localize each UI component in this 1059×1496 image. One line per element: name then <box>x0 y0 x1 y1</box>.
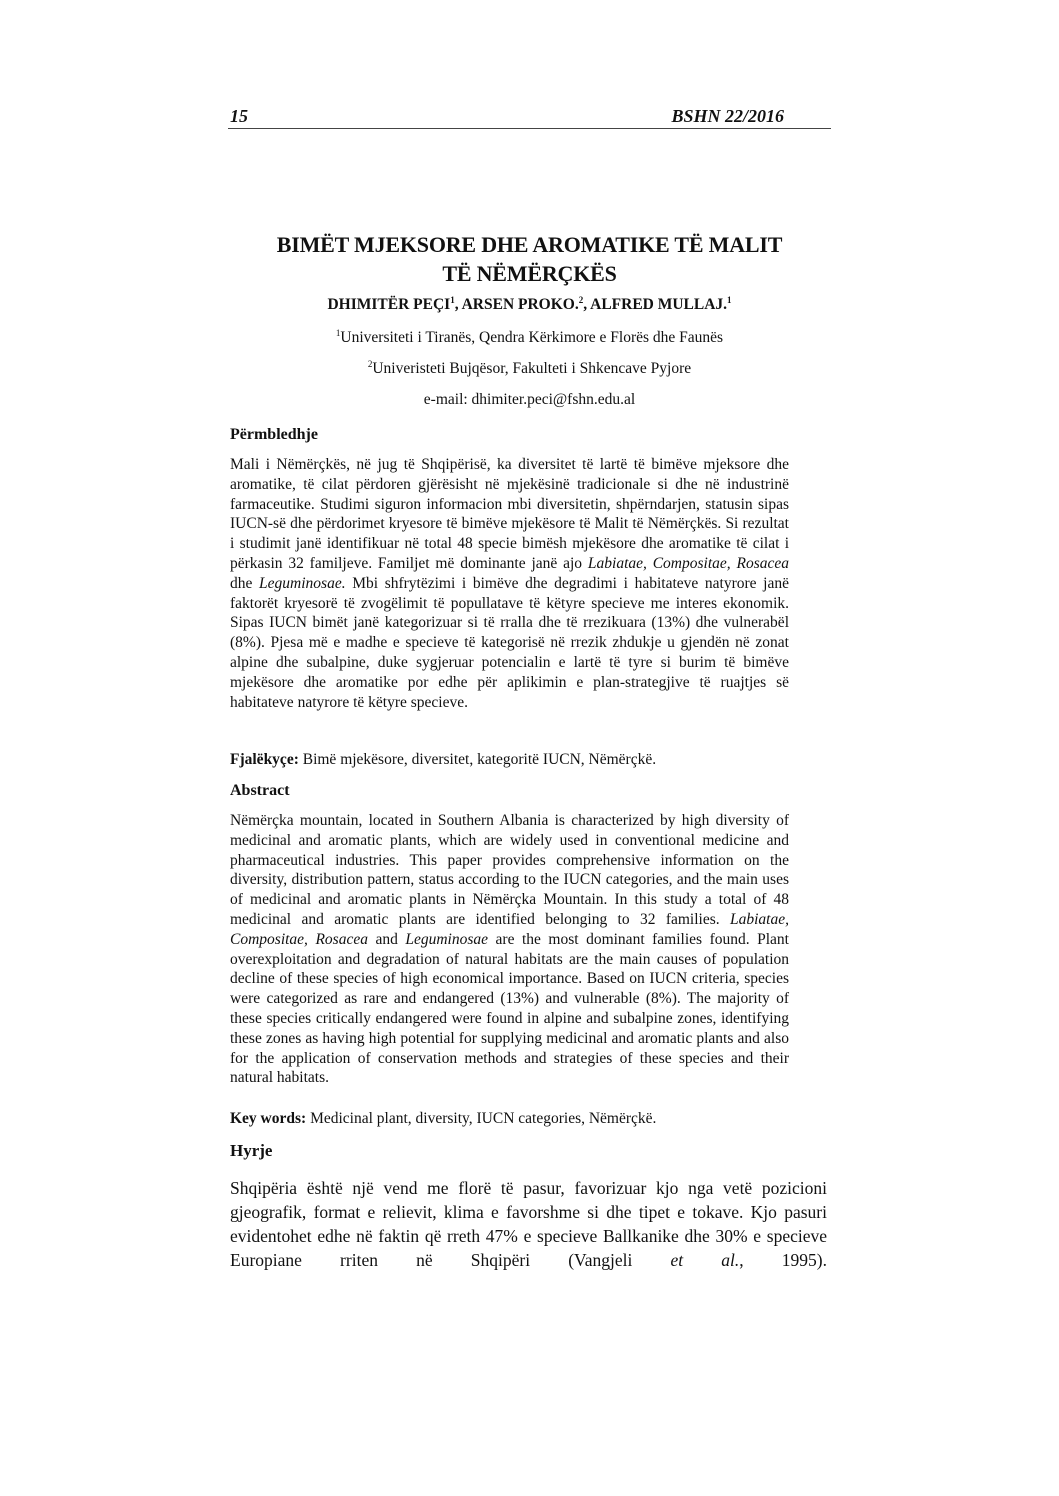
affiliation-1-marker: 1 <box>335 327 341 338</box>
affiliation-2-marker: 2 <box>367 358 373 369</box>
permbledhje-text-a: Mali i Nëmërçkës, në jug të Shqipërisë, ka diversitet të lartë të bimëve mjeksore dhe aromatike, të cilat përdoren gjërësisht në mjekësinë tradicionale si dhe në industrinë farmaceutike. Studimi siguron informacion mbi diversitetin, shpërndarjen, statusin sipas IUCN-së dhe përdorimet kryesore të bimëve mjekësore të Malit të Nëmërçkës. Si rezultat i studimit janë identifikuar në total 48 specie bimësh mjekësore dhe aromatike të cilat i përkasin 32 familjeve. Familjet më dominante janë ajo <box>230 456 789 572</box>
title-line-2: TË NËMËRÇKËS <box>442 261 617 286</box>
permbledhje-family-last: Leguminosae. <box>259 574 346 592</box>
permbledhje-families: Labiatae, Compositae, Rosacea <box>587 554 789 572</box>
abstract-text-a: Nëmërçka mountain, located in Southern Albania is characterized by high diversity of medicinal and aromatic plants, which are widely used in conventional medicine and pharmaceutical industries. This paper provides comprehensive information on the diversity, distribution pattern, status according to the IUCN categories, and the main uses of medicinal and aromatic plants in Nëmërçka Mountain. In this study a total of 48 medicinal and aromatic plants are identified belonging to 32 families. <box>230 812 789 928</box>
author-2: ARSEN PROKO. <box>461 296 579 313</box>
hyrje-text <box>230 1176 827 1272</box>
author-3: ALFRED MULLAJ. <box>590 296 728 313</box>
contact-email: e-mail: dhimiter.peci@fshn.edu.al <box>423 391 636 408</box>
author-list <box>228 296 831 314</box>
abstract-conjunction: and <box>367 930 406 948</box>
journal-issue: BSHN 22/2016 <box>671 106 784 126</box>
running-header <box>228 106 831 128</box>
hyrje-et-al: et al. <box>670 1250 740 1270</box>
hyrje-text-a: Shqipëria është një vend me florë të pasur, favorizuar kjo nga vetë pozicioni gjeografik, format e relievit, klima e favorshme si dhe tipet e tokave. Kjo pasuri evidentohet edhe në faktin që rreth 47% e specieve Ballkanike dhe 30% e specieve Europiane rriten në Shqipëri (Vangjeli <box>230 1178 827 1270</box>
keywords-line <box>230 1110 810 1128</box>
hyrje-heading: Hyrje <box>230 1141 273 1160</box>
affiliation-1 <box>228 329 831 347</box>
permbledhje-conjunction: dhe <box>230 574 260 592</box>
permbledhje-heading: Përmbledhje <box>230 426 318 443</box>
permbledhje-text <box>230 455 789 712</box>
abstract-text-b: are the most dominant families found. Plant overexploitation and degradation of natural habitats are the main causes of population decline of these species of high economical importance. Based on IUCN criteria, species were categorized as rare and endangered (13%) and vulnerable (8%). The majority of these species critically endangered were found in alpine and subalpine zones, identifying these zones as having high potential for supplying medicinal and aromatic plants and also for the application of conservation methods and strategies of these species and their natural habitats. <box>230 930 789 1087</box>
author-3-affil: 1 <box>727 294 732 305</box>
keywords-text: Medicinal plant, diversity, IUCN categories, Nëmërçkë. <box>306 1110 657 1127</box>
abstract-families: Labiatae, Compositae, Rosacea <box>230 910 789 948</box>
author-separator: , <box>583 296 591 313</box>
page-number: 15 <box>230 106 248 126</box>
author-2-affil: 2 <box>578 294 584 305</box>
abstract-text <box>230 811 789 1088</box>
paper-title <box>228 230 831 288</box>
affiliation-1-text: Universiteti i Tiranës, Qendra Kërkimore e Florës dhe Faunës <box>340 329 724 346</box>
affiliation-2-text: Univeristeti Bujqësor, Fakulteti i Shkencave Pyjore <box>372 360 692 377</box>
fjalekyce-line <box>230 751 810 769</box>
keywords-label: Key words: <box>230 1110 307 1127</box>
hyrje-text-b: , 1995). <box>739 1250 828 1270</box>
fjalekyce-label: Fjalëkyçe: <box>230 751 299 768</box>
abstract-family-last: Leguminosae <box>405 930 489 948</box>
abstract-heading: Abstract <box>230 782 290 799</box>
affiliation-2 <box>228 360 831 378</box>
author-1: DHIMITËR PEÇI <box>327 296 451 313</box>
header-rule <box>228 128 831 129</box>
permbledhje-text-b: Mbi shfrytëzimi i bimëve dhe degradimi i habitateve natyrore janë faktorët kryesorë të zvogëlimit të popullatave të këtyre specieve me interes ekonomik. Sipas IUCN bimët janë kategorizuar si të rralla dhe të rrezikuara (13%) dhe vulnerabël (8%). Pjesa më e madhe e specieve të kategorisë në rrezik zhdukje u gjendën në zonat alpine dhe subalpine, duke sygjeruar potencialin e lartë të tyre si burim të bimëve mjekësore dhe aromatike por edhe për aplikimin e plan-strategjive të ruajtjes së habitateve natyrore të këtyre specieve. <box>230 574 789 711</box>
author-separator: , <box>454 296 462 313</box>
author-1-affil: 1 <box>450 294 455 305</box>
fjalekyce-text: Bimë mjekësore, diversitet, kategoritë IUCN, Nëmërçkë. <box>298 751 657 768</box>
title-line-1: BIMËT MJEKSORE DHE AROMATIKE TË MALIT <box>276 232 783 257</box>
